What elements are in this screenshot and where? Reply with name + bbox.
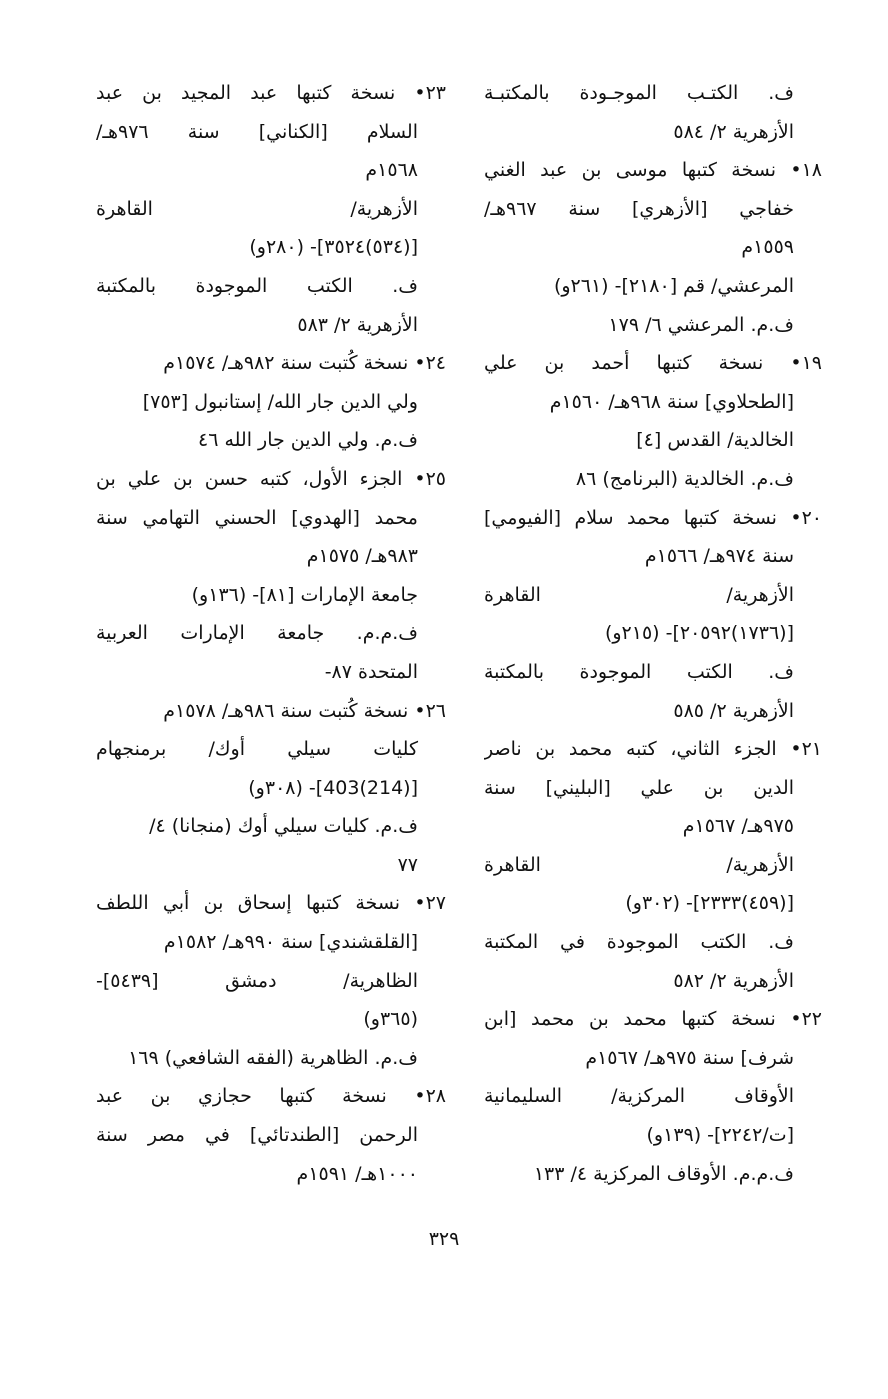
text-line: ١٠٠٠هـ/ ١٥٩١م [296,1162,418,1185]
text-line: الأزهرية ٢/ ٥٨٣ [297,313,418,336]
text-line: ٢٧• نسخة كتبها إسحاق بن أبي اللطف [96,892,446,915]
text-line: ٢٦• نسخة كُتبت سنة ٩٨٦هـ/ ١٥٧٨م [163,699,446,722]
text-line: ف. الكتـب الموجـودة بالمكتبـة [484,82,794,104]
text-line: ٢٤• نسخة كُتبت سنة ٩٨٢هـ/ ١٥٧٤م [163,352,446,375]
text-line: الأزهرية/ القاهرة [484,583,794,606]
text-line: السلام [الكناني] سنة ٩٧٦هـ/ [96,120,418,143]
text-line: ف.م. المرعشي ٦/ ١٧٩ [608,313,794,336]
text-line: الرحمن [الطندتائي] في مصر سنة [96,1124,418,1147]
text-line: ف. الكتب الموجودة في المكتبة [484,931,794,954]
text-line: ٢٨• نسخة كتبها حجازي بن عبد [96,1085,446,1108]
text-line: ف.م.م. الأوقاف المركزية ٤/ ١٣٣ [533,1162,794,1185]
text-line: محمد [الهدوي] الحسني التهامي سنة [96,506,418,529]
text-line: ف.م. ولي الدين جار الله ٤٦ [197,429,418,452]
text-line: ف.م. الخالدية (البرنامج) ٨٦ [575,467,794,490]
text-line: الأزهرية/ القاهرة [96,197,418,220]
text-line: ٢٥• الجزء الأول، كتبه حسن بن علي بن [96,467,446,490]
text-line: ف.م.م. جامعة الإمارات العربية [96,622,418,645]
text-line: ف.م. الظاهرية (الفقه الشافعي) ١٦٩ [128,1046,418,1069]
text-line: [(٥٣٤)٣٥٢٤]- (٢٨٠و) [249,236,418,259]
text-line: [(214)403]- (٣٠٨و) [248,776,418,799]
text-line: [القلقشندي] سنة ٩٩٠هـ/ ١٥٨٢م [163,931,418,954]
left-column [96,74,446,1193]
text-line: الأزهرية ٢/ ٥٨٤ [673,120,794,143]
text-line: المرعشي/ قم [٢١٨٠]- (٢٦١و) [553,274,794,297]
page-number: ٣٢٩ [428,1228,460,1250]
text-line: الأزهرية/ القاهرة [484,853,794,876]
text-line: [الطحلاوي] سنة ٩٦٨هـ/ ١٥٦٠م [549,390,794,413]
text-line: ٢٣• نسخة كتبها عبد المجيد بن عبد [96,82,446,104]
text-line: سنة ٩٧٤هـ/ ١٥٦٦م [644,545,794,568]
text-line: جامعة الإمارات [٨١]- (١٣٦و) [191,583,418,606]
text-line: الدين بن علي [البليني] سنة [484,776,794,799]
text-line: (٣٦٥و) [363,1008,418,1031]
text-line: ٩٨٣هـ/ ١٥٧٥م [306,545,418,568]
text-line: ولي الدين جار الله/ إستانبول [٧٥٣] [142,390,418,413]
text-line: الأزهرية ٢/ ٥٨٥ [673,699,794,722]
text-line: المتحدة ٨٧- [324,660,418,683]
text-line: شرف] سنة ٩٧٥هـ/ ١٥٦٧م [585,1046,794,1069]
text-line: الأوقاف المركزية/ السليمانية [484,1085,794,1108]
right-column [484,74,822,1193]
text-line: [(١٧٣٦)٢٠٥٩٢]- (٢١٥و) [604,622,794,645]
text-line: ٩٧٥هـ/ ١٥٦٧م [682,815,794,838]
text-line: [(٤٥٩)٢٣٣٣]- (٣٠٢و) [625,892,794,915]
text-line: ٢١• الجزء الثاني، كتبه محمد بن ناصر [484,738,822,761]
text-line: ف. الكتب الموجودة بالمكتبة [484,660,794,683]
text-line: ٧٧ [397,853,418,876]
text-line: ١٥٦٨م [365,159,418,182]
text-line: ٢٢• نسخة كتبها محمد بن محمد [ابن [484,1008,822,1031]
text-line: ١٨• نسخة كتبها موسى بن عبد الغني [484,159,822,182]
text-line: ١٥٥٩م [741,236,794,259]
text-line: ف.م. كليات سيلي أوك (منجانا) ٤/ [149,815,418,838]
text-line: الظاهرية/ دمشق [٥٤٣٩]- [96,969,418,992]
text-line: خفاجي [الأزهري] سنة ٩٦٧هـ/ [484,197,794,220]
text-line: كليات سيلي أوك/ برمنجهام [96,738,418,761]
text-line: ٢٠• نسخة كتبها محمد سلام [الفيومي] [484,506,822,529]
text-line: الخالدية/ القدس [٤] [636,429,794,452]
text-line: الأزهرية ٢/ ٥٨٢ [673,969,794,992]
text-line: [ت/٢٢٤٢]- (١٣٩و) [646,1124,794,1147]
text-line: ١٩• نسخة كتبها أحمد بن علي [484,352,822,375]
text-line: ف. الكتب الموجودة بالمكتبة [96,274,418,297]
